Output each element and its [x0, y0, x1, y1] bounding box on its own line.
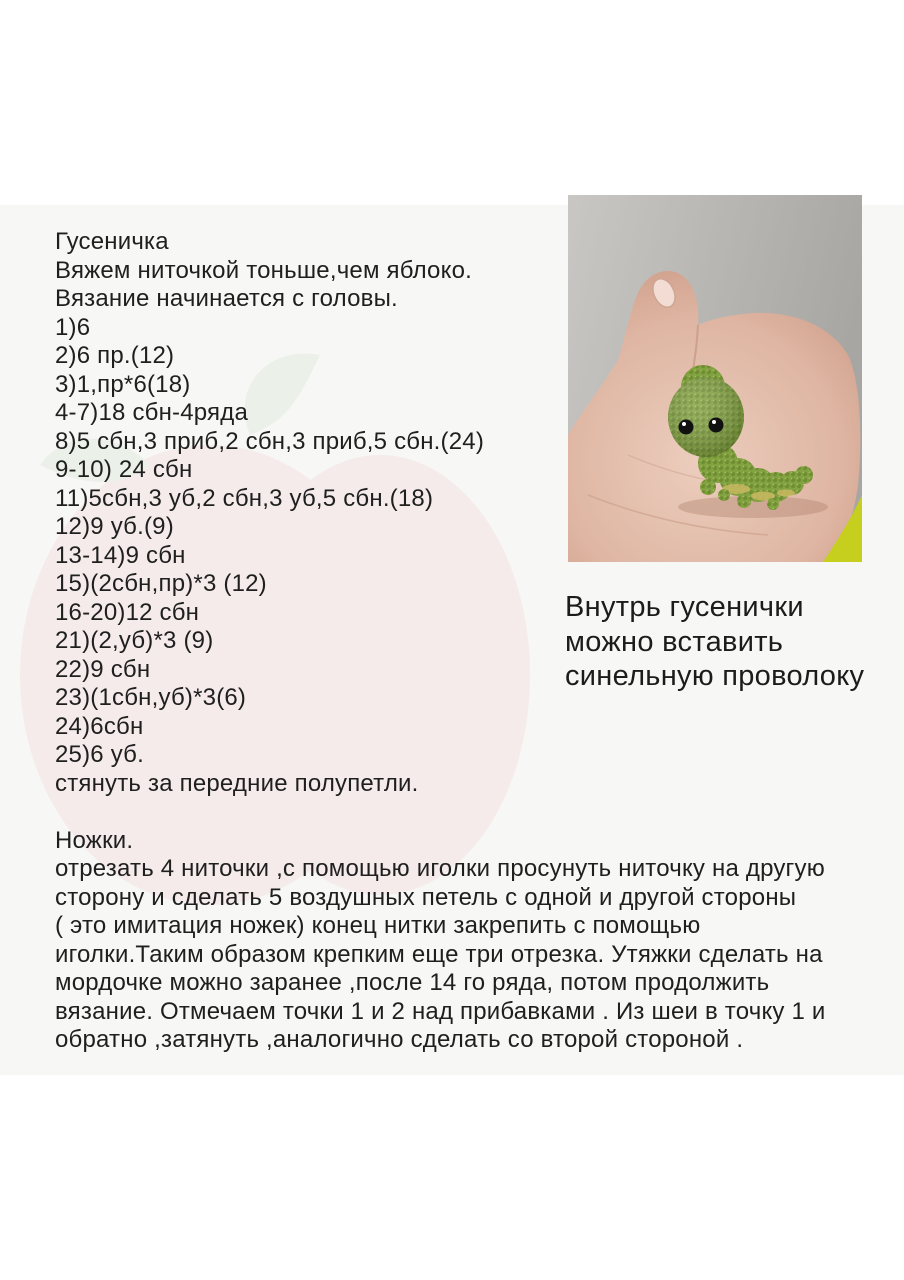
blank-spacer: [55, 798, 900, 827]
caption-line: Внутрь гусенички: [565, 591, 804, 623]
pattern-row: 11)5сбн,3 уб,2 сбн,3 уб,5 сбн.(18): [55, 484, 434, 512]
caption-line: можно вставить: [565, 625, 784, 658]
legs-line: ( это имитация ножек) конец нитки закрепить с помощью: [55, 912, 701, 939]
caterpillar-eye: [679, 420, 694, 435]
finish-instruction: стянуть за передние полупетли.: [55, 769, 419, 797]
pattern-row: 24)6сбн: [55, 712, 144, 740]
legs-line: обратно ,затянуть ,аналогично сделать со второй стороной .: [55, 1026, 744, 1053]
pattern-row: 12)9 уб.(9): [55, 513, 174, 540]
pattern-row: 8)5 сбн,3 приб,2 сбн,3 приб,5 сбн.(24): [55, 427, 485, 455]
pattern-row: 3)1,пр*6(18): [55, 370, 191, 398]
pattern-row: 2)6 пр.(12): [55, 342, 175, 369]
pattern-row: 9-10) 24 сбн: [55, 456, 193, 483]
caption-line: синельную проволоку: [565, 660, 865, 692]
legs-line: мордочке можно заранее ,после 14 го ряда, потом продолжить: [55, 969, 770, 996]
pattern-row: 15)(2сбн,пр)*3 (12): [55, 570, 267, 597]
pattern-row: 1)6: [55, 313, 91, 341]
pattern-row: 16-20)12 сбн: [55, 598, 200, 626]
pattern-row: 13-14)9 сбн: [55, 541, 186, 569]
pattern-row: 23)(1сбн,уб)*3(6): [55, 684, 247, 711]
caterpillar-photo: [568, 195, 862, 562]
pattern-row: 25)6 уб.: [55, 741, 144, 768]
intro-line: Вязание начинается с головы.: [55, 285, 398, 312]
pattern-row: 4-7)18 сбн-4ряда: [55, 399, 249, 426]
legs-line: вязание. Отмечаем точки 1 и 2 над прибавками . Из шеи в точку 1 и: [55, 997, 826, 1025]
intro-line: Вяжем ниточкой тоньше,чем яблоко.: [55, 256, 472, 284]
pattern-row: 21)(2,уб)*3 (9): [55, 627, 214, 654]
caterpillar-eye: [709, 418, 724, 433]
pattern-title: Гусеничка: [55, 228, 169, 255]
legs-line: иголки.Таким образом крепким еще три отрезка. Утяжки сделать на: [55, 940, 823, 968]
legs-heading: Ножки.: [55, 826, 134, 854]
photo-caption: [565, 590, 895, 694]
legs-line: отрезать 4 ниточки ,с помощью иголки просунуть ниточку на другую: [55, 855, 825, 882]
legs-line: сторону и сделать 5 воздушных петель с одной и другой стороны: [55, 883, 797, 911]
pattern-row: 22)9 сбн: [55, 655, 151, 683]
